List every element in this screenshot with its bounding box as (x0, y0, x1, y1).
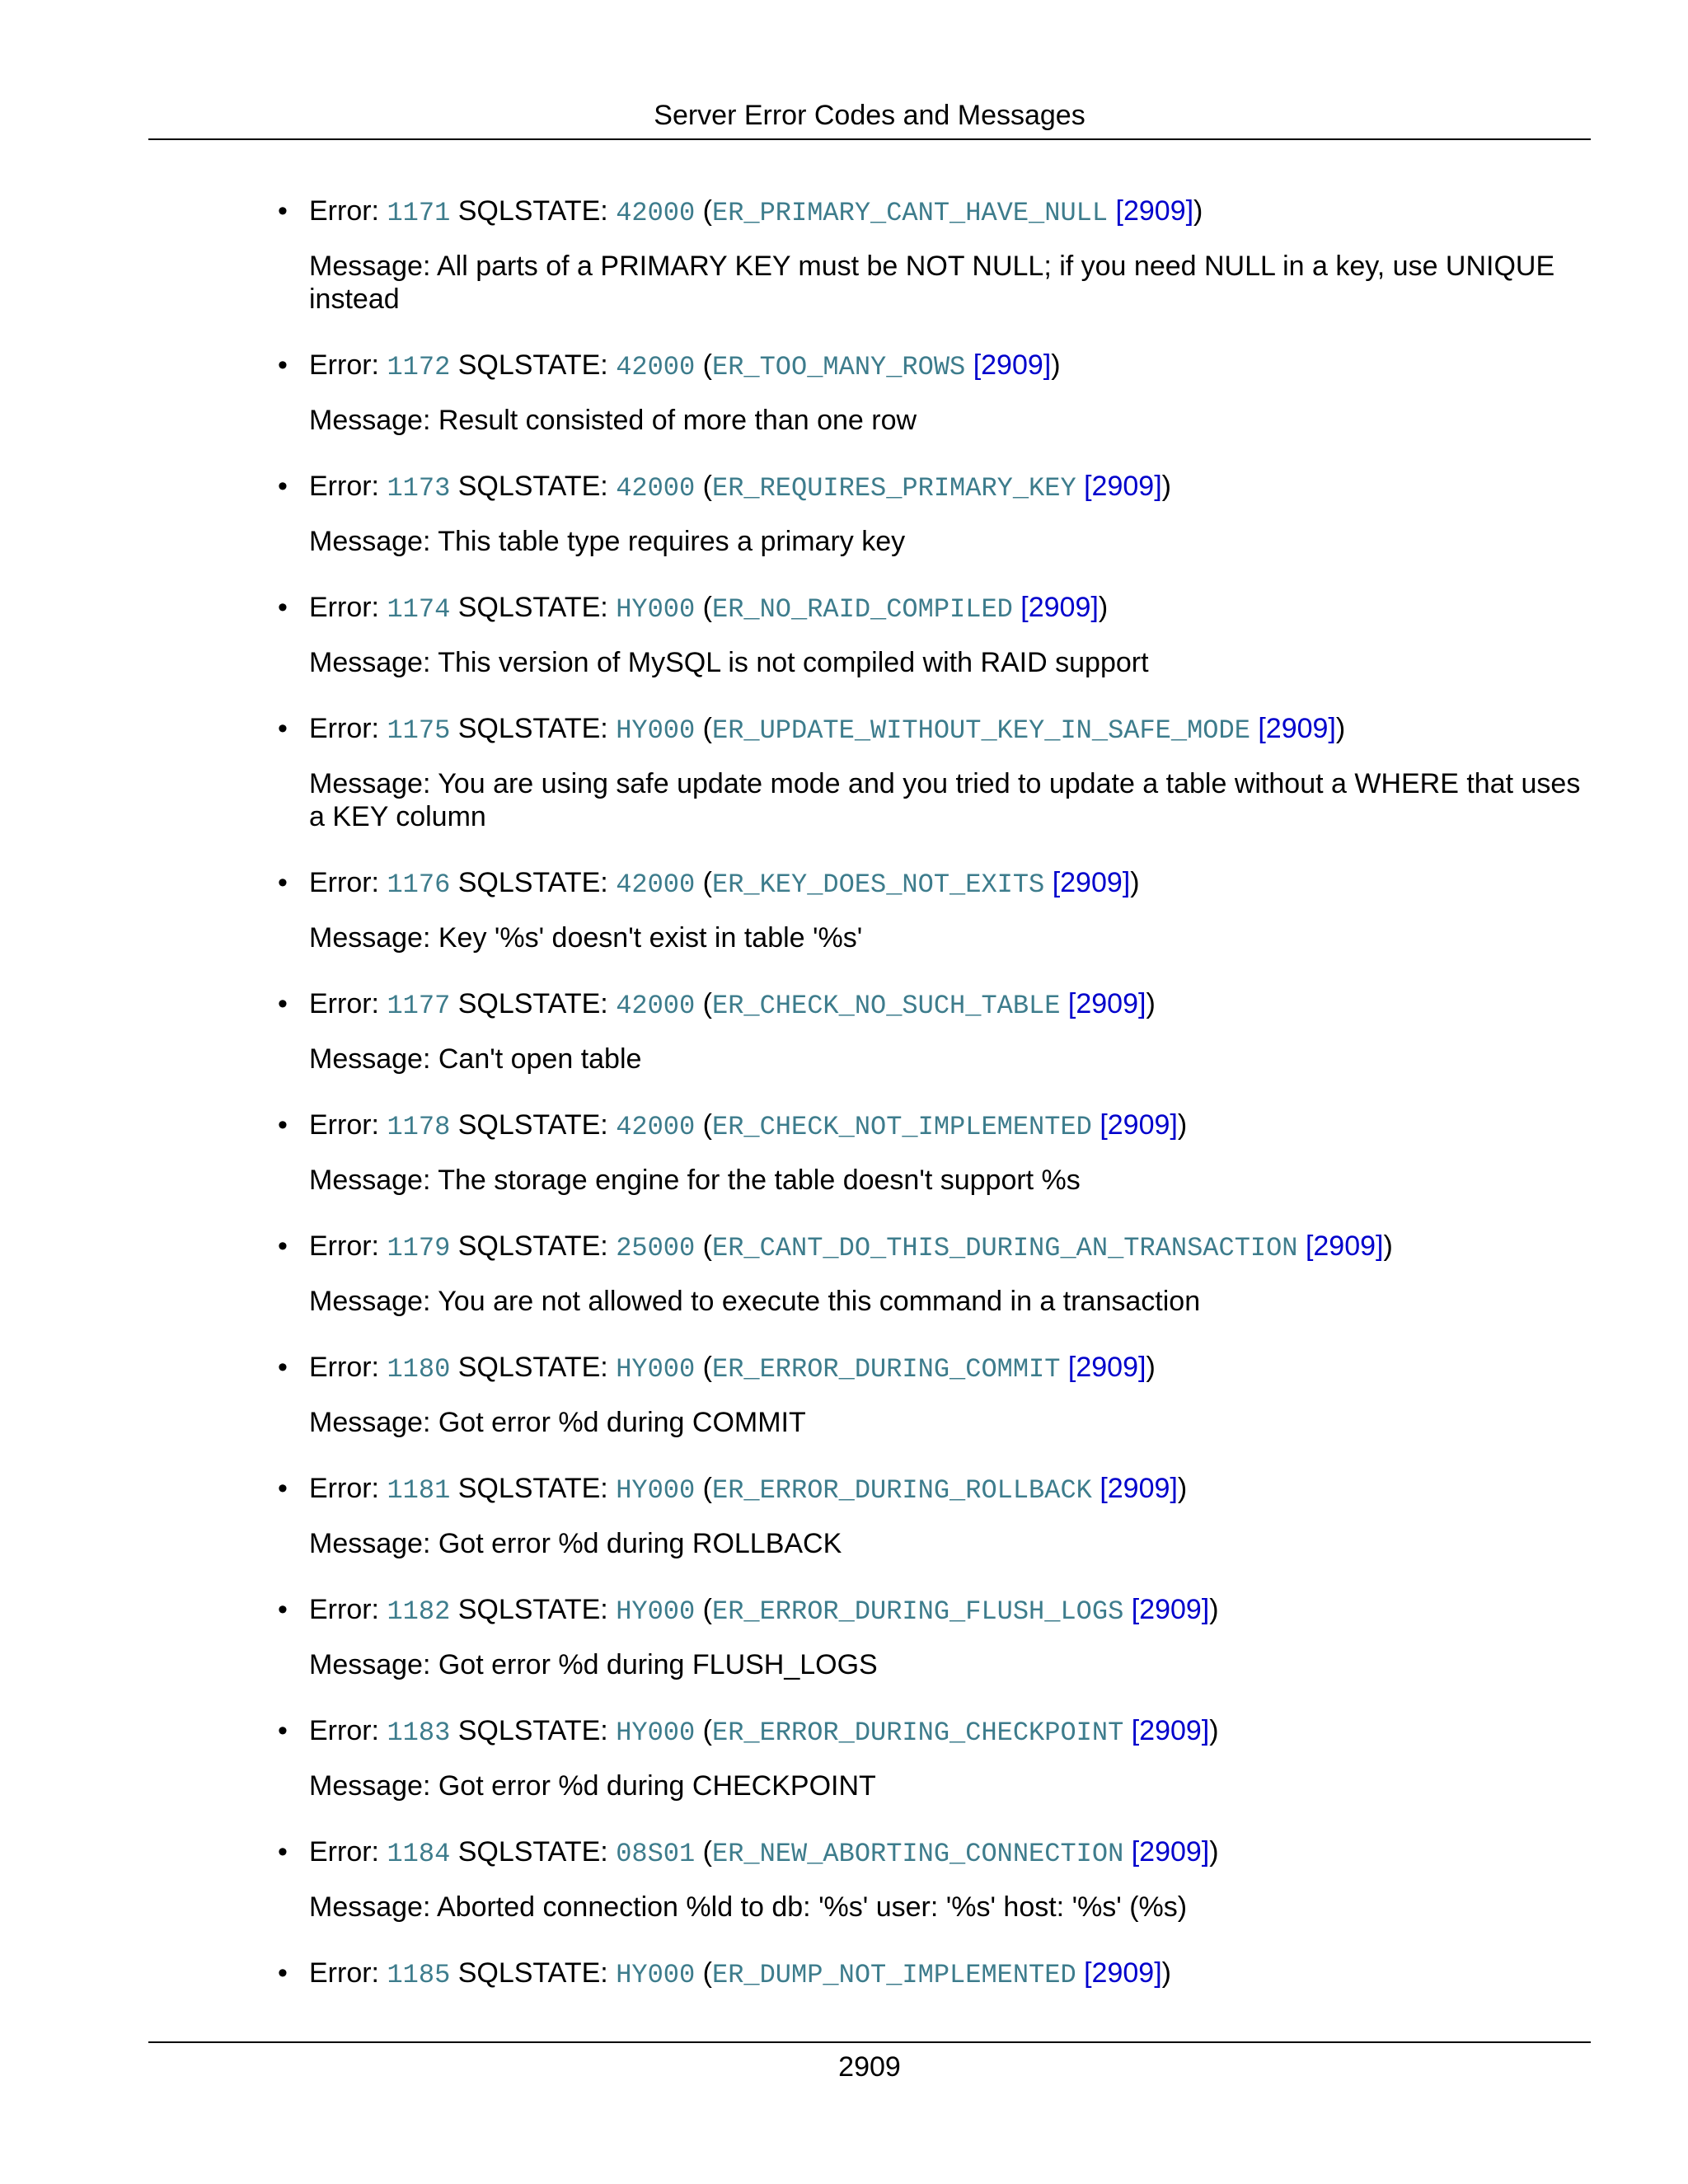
message-text: Got error %d during ROLLBACK (438, 1528, 842, 1559)
bullet-marker: • (278, 1594, 288, 1625)
error-symbol: ER_TOO_MANY_ROWS (711, 352, 966, 382)
error-label: Error: (309, 988, 379, 1019)
error-entry (268, 1467, 1595, 1560)
error-line: Error: 1184 SQLSTATE: 08S01 (ER_NEW_ABORTING_CONNECTION [2909]) (309, 1836, 1219, 1869)
error-symbol: ER_CHECK_NO_SUCH_TABLE (711, 991, 1061, 1021)
error-symbol: ER_PRIMARY_CANT_HAVE_NULL (711, 198, 1109, 228)
error-entry (268, 1952, 1595, 1997)
page-header (148, 92, 1591, 140)
sqlstate-value: HY000 (616, 1354, 696, 1385)
error-symbol: ER_ERROR_DURING_ROLLBACK (711, 1475, 1092, 1506)
error-line: Error: 1180 SQLSTATE: HY000 (ER_ERROR_DURING_COMMIT [2909]) (309, 1352, 1156, 1385)
bullet-marker: • (278, 1109, 288, 1141)
sqlstate-label: SQLSTATE: (457, 1594, 608, 1625)
message-label: Message: (309, 768, 431, 799)
error-line: Error: 1172 SQLSTATE: 42000 (ER_TOO_MANY_ROWS [2909]) (309, 349, 1061, 382)
message-text: Aborted connection %ld to db: '%s' user: '%s' host: '%s' (%s) (436, 1891, 1188, 1923)
error-code: 1182 (387, 1596, 451, 1627)
sqlstate-label: SQLSTATE: (457, 349, 608, 381)
page-reference-link[interactable]: [2909] (1052, 867, 1131, 898)
error-label: Error: (309, 1109, 379, 1141)
error-entry (268, 982, 1595, 1076)
sqlstate-value: 42000 (616, 869, 696, 900)
error-code: 1179 (387, 1233, 451, 1263)
sqlstate-label: SQLSTATE: (457, 1836, 608, 1868)
error-line: Error: 1182 SQLSTATE: HY000 (ER_ERROR_DURING_FLUSH_LOGS [2909]) (309, 1594, 1219, 1627)
error-message (309, 1648, 1595, 1681)
page-reference-link[interactable]: [2909] (1305, 1230, 1384, 1262)
sqlstate-label: SQLSTATE: (457, 195, 608, 227)
error-symbol: ER_CANT_DO_THIS_DURING_AN_TRANSACTION (711, 1233, 1298, 1263)
error-code: 1185 (387, 1960, 451, 1990)
error-message (309, 1527, 1595, 1560)
error-line: Error: 1173 SQLSTATE: 42000 (ER_REQUIRES_PRIMARY_KEY [2909]) (309, 471, 1171, 504)
error-entry (268, 1830, 1595, 1924)
error-label: Error: (309, 1836, 379, 1868)
bullet-marker: • (278, 1230, 288, 1262)
page-number: 2909 (838, 2051, 901, 2083)
error-code: 1172 (387, 352, 451, 382)
message-label: Message: (309, 1770, 431, 1802)
message-text: Key '%s' doesn't exist in table '%s' (438, 922, 863, 954)
sqlstate-label: SQLSTATE: (457, 592, 608, 623)
page-reference-link[interactable]: [2909] (1084, 471, 1162, 502)
error-label: Error: (309, 1594, 379, 1625)
message-text: You are not allowed to execute this command in a transaction (438, 1286, 1201, 1317)
message-label: Message: (309, 526, 431, 557)
sqlstate-label: SQLSTATE: (457, 1715, 608, 1746)
error-code: 1184 (387, 1839, 451, 1869)
page-footer (148, 2041, 1591, 2084)
message-label: Message: (309, 1407, 431, 1438)
message-label: Message: (309, 1165, 431, 1196)
sqlstate-value: 08S01 (616, 1839, 696, 1869)
sqlstate-value: 42000 (616, 1112, 696, 1142)
sqlstate-value: 42000 (616, 473, 696, 504)
error-code: 1171 (387, 198, 451, 228)
message-text: Got error %d during CHECKPOINT (438, 1770, 876, 1802)
error-entry (268, 344, 1595, 437)
error-label: Error: (309, 713, 379, 744)
message-text: This version of MySQL is not compiled with RAID support (438, 647, 1149, 678)
error-line: Error: 1179 SQLSTATE: 25000 (ER_CANT_DO_THIS_DURING_AN_TRANSACTION [2909]) (309, 1230, 1393, 1263)
bullet-marker: • (278, 1836, 288, 1868)
page-reference-link[interactable]: [2909] (973, 349, 1052, 381)
error-label: Error: (309, 471, 379, 502)
bullet-marker: • (278, 592, 288, 623)
error-line: Error: 1177 SQLSTATE: 42000 (ER_CHECK_NO_SUCH_TABLE [2909]) (309, 988, 1156, 1021)
sqlstate-value: 42000 (616, 198, 696, 228)
error-code: 1183 (387, 1718, 451, 1748)
page-reference-link[interactable]: [2909] (1020, 592, 1099, 623)
error-code: 1176 (387, 869, 451, 900)
page-reference-link[interactable]: [2909] (1100, 1473, 1178, 1504)
message-label: Message: (309, 647, 431, 678)
error-symbol: ER_KEY_DOES_NOT_EXITS (711, 869, 1045, 900)
bullet-marker: • (278, 195, 288, 227)
message-label: Message: (309, 251, 431, 282)
error-message (309, 404, 1595, 437)
document-body (268, 190, 1595, 2025)
error-code: 1174 (387, 594, 451, 625)
error-message (309, 525, 1595, 558)
error-symbol: ER_REQUIRES_PRIMARY_KEY (711, 473, 1076, 504)
error-entry (268, 586, 1595, 679)
sqlstate-label: SQLSTATE: (457, 1230, 608, 1262)
page-reference-link[interactable]: [2909] (1067, 1352, 1146, 1383)
bullet-marker: • (278, 1473, 288, 1504)
sqlstate-value: 25000 (616, 1233, 696, 1263)
message-label: Message: (309, 922, 431, 954)
sqlstate-value: HY000 (616, 1960, 696, 1990)
message-label: Message: (309, 1649, 431, 1680)
sqlstate-label: SQLSTATE: (457, 867, 608, 898)
error-entry (268, 1588, 1595, 1681)
page-reference-link[interactable]: [2909] (1067, 988, 1146, 1019)
error-symbol: ER_CHECK_NOT_IMPLEMENTED (711, 1112, 1092, 1142)
message-text: The storage engine for the table doesn't support %s (438, 1165, 1081, 1196)
error-symbol: ER_UPDATE_WITHOUT_KEY_IN_SAFE_MODE (711, 715, 1250, 746)
error-message (309, 250, 1595, 316)
error-line: Error: 1176 SQLSTATE: 42000 (ER_KEY_DOES_NOT_EXITS [2909]) (309, 867, 1140, 900)
error-symbol: ER_ERROR_DURING_COMMIT (711, 1354, 1061, 1385)
bullet-marker: • (278, 471, 288, 502)
sqlstate-value: HY000 (616, 1475, 696, 1506)
error-message (309, 1285, 1595, 1318)
error-code: 1178 (387, 1112, 451, 1142)
bullet-marker: • (278, 867, 288, 898)
bullet-marker: • (278, 713, 288, 744)
error-entry (268, 707, 1595, 833)
error-entry (268, 1104, 1595, 1197)
error-message (309, 646, 1595, 679)
error-code: 1181 (387, 1475, 451, 1506)
page-reference-link[interactable]: [2909] (1100, 1109, 1178, 1141)
error-line: Error: 1183 SQLSTATE: HY000 (ER_ERROR_DURING_CHECKPOINT [2909]) (309, 1715, 1219, 1748)
error-label: Error: (309, 1230, 379, 1262)
error-symbol: ER_NEW_ABORTING_CONNECTION (711, 1839, 1124, 1869)
sqlstate-value: 42000 (616, 991, 696, 1021)
page-reference-link[interactable]: [2909] (1131, 1715, 1210, 1746)
message-text: Result consisted of more than one row (438, 405, 917, 436)
error-entry (268, 1709, 1595, 1802)
error-symbol: ER_NO_RAID_COMPILED (711, 594, 1013, 625)
sqlstate-label: SQLSTATE: (457, 471, 608, 502)
error-message (309, 1769, 1595, 1802)
page-title: Server Error Codes and Messages (654, 100, 1085, 131)
bullet-marker: • (278, 1352, 288, 1383)
error-code: 1177 (387, 991, 451, 1021)
message-label: Message: (309, 405, 431, 436)
error-line: Error: 1178 SQLSTATE: 42000 (ER_CHECK_NOT_IMPLEMENTED [2909]) (309, 1109, 1188, 1142)
message-label: Message: (309, 1891, 431, 1923)
error-line: Error: 1174 SQLSTATE: HY000 (ER_NO_RAID_COMPILED [2909]) (309, 592, 1109, 625)
sqlstate-label: SQLSTATE: (457, 1109, 608, 1141)
error-symbol: ER_DUMP_NOT_IMPLEMENTED (711, 1960, 1076, 1990)
message-text: Can't open table (438, 1043, 642, 1075)
sqlstate-value: HY000 (616, 715, 696, 746)
error-label: Error: (309, 1352, 379, 1383)
page-reference-link[interactable]: [2909] (1258, 713, 1336, 744)
error-code: 1180 (387, 1354, 451, 1385)
error-line: Error: 1181 SQLSTATE: HY000 (ER_ERROR_DURING_ROLLBACK [2909]) (309, 1473, 1188, 1506)
error-message (309, 1164, 1595, 1197)
error-label: Error: (309, 195, 379, 227)
error-message (309, 1043, 1595, 1076)
bullet-marker: • (278, 349, 288, 381)
error-entry (268, 1225, 1595, 1318)
error-code: 1175 (387, 715, 451, 746)
error-line: Error: 1185 SQLSTATE: HY000 (ER_DUMP_NOT_IMPLEMENTED [2909]) (309, 1957, 1171, 1990)
bullet-marker: • (278, 988, 288, 1019)
message-text: Got error %d during FLUSH_LOGS (438, 1649, 878, 1680)
error-code: 1173 (387, 473, 451, 504)
error-entry (268, 1346, 1595, 1439)
sqlstate-label: SQLSTATE: (457, 1352, 608, 1383)
error-label: Error: (309, 349, 379, 381)
sqlstate-value: HY000 (616, 1596, 696, 1627)
sqlstate-label: SQLSTATE: (457, 1473, 608, 1504)
error-symbol: ER_ERROR_DURING_CHECKPOINT (711, 1718, 1124, 1748)
page-reference-link[interactable]: [2909] (1115, 195, 1194, 227)
error-entry (268, 465, 1595, 558)
message-label: Message: (309, 1528, 431, 1559)
message-label: Message: (309, 1043, 431, 1075)
error-list (268, 190, 1595, 1997)
sqlstate-value: 42000 (616, 352, 696, 382)
error-label: Error: (309, 1715, 379, 1746)
bullet-marker: • (278, 1957, 288, 1989)
error-entry (268, 861, 1595, 954)
error-entry (268, 190, 1595, 316)
sqlstate-label: SQLSTATE: (457, 988, 608, 1019)
error-message (309, 767, 1595, 833)
error-label: Error: (309, 592, 379, 623)
sqlstate-label: SQLSTATE: (457, 1957, 608, 1989)
message-text: This table type requires a primary key (438, 526, 906, 557)
sqlstate-value: HY000 (616, 1718, 696, 1748)
error-label: Error: (309, 1473, 379, 1504)
error-line: Error: 1171 SQLSTATE: 42000 (ER_PRIMARY_CANT_HAVE_NULL [2909]) (309, 195, 1203, 228)
error-message (309, 1406, 1595, 1439)
page-reference-link[interactable]: [2909] (1131, 1594, 1210, 1625)
error-message (309, 1891, 1595, 1924)
sqlstate-value: HY000 (616, 594, 696, 625)
bullet-marker: • (278, 1715, 288, 1746)
message-text: You are using safe update mode and you tried to update a table without a WHERE that uses a KEY column (309, 768, 1581, 832)
error-label: Error: (309, 867, 379, 898)
error-symbol: ER_ERROR_DURING_FLUSH_LOGS (711, 1596, 1124, 1627)
error-message (309, 921, 1595, 954)
message-text: All parts of a PRIMARY KEY must be NOT NULL; if you need NULL in a key, use UNIQUE instead (309, 251, 1555, 315)
page-reference-link[interactable]: [2909] (1084, 1957, 1162, 1989)
message-text: Got error %d during COMMIT (438, 1407, 806, 1438)
error-line: Error: 1175 SQLSTATE: HY000 (ER_UPDATE_WITHOUT_KEY_IN_SAFE_MODE [2909]) (309, 713, 1346, 746)
error-label: Error: (309, 1957, 379, 1989)
message-label: Message: (309, 1286, 431, 1317)
sqlstate-label: SQLSTATE: (457, 713, 608, 744)
page-reference-link[interactable]: [2909] (1131, 1836, 1210, 1868)
